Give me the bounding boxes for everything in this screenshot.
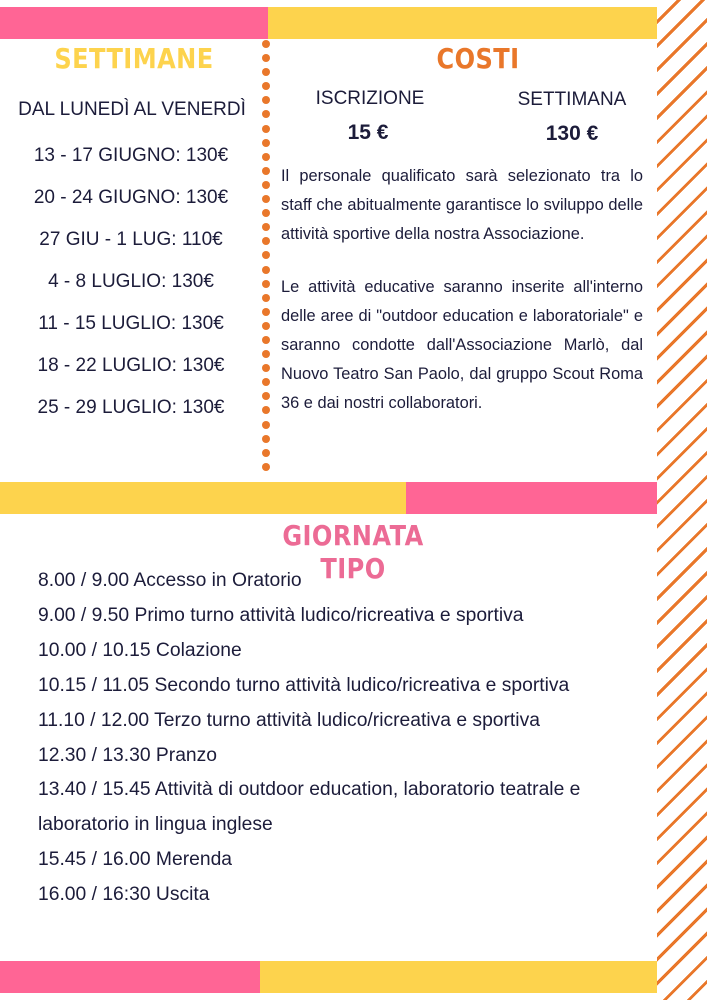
separator-dot	[262, 82, 270, 90]
weeks-subtitle: DAL LUNEDÌ AL VENERDÌ	[18, 99, 246, 120]
separator-dot	[262, 308, 270, 316]
separator-dot	[262, 294, 270, 302]
middle-band-yellow	[0, 482, 406, 514]
top-band-yellow	[268, 7, 707, 39]
separator-dot	[262, 139, 270, 147]
separator-dot	[262, 54, 270, 62]
week-price: 130 €	[545, 122, 599, 145]
separator-dot	[262, 167, 270, 175]
separator-dot	[262, 280, 270, 288]
week-label: SETTIMANA	[517, 89, 627, 110]
separator-dot	[262, 110, 270, 118]
schedule-item: 10.00 / 10.15 Colazione	[38, 639, 242, 661]
weeks-title: SETTIMANE	[54, 42, 214, 75]
week-item: 25 - 29 LUGLIO: 130€	[37, 397, 225, 418]
schedule-item: 15.45 / 16.00 Merenda	[38, 849, 233, 871]
separator-dot	[262, 251, 270, 259]
separator-dot	[262, 237, 270, 245]
separator-dot	[262, 40, 270, 48]
activities-paragraph: Le attività educative saranno inserite all'interno delle aree di "outdoor education e laboratoriale" e saranno condotte dall'Associazione Marlò, dal Nuovo Teatro San Paolo, dal gruppo Scout Roma 36 e dai nostri collaboratori.	[281, 278, 643, 412]
week-item: 18 - 22 LUGLIO: 130€	[37, 355, 225, 376]
separator-dot	[262, 209, 270, 217]
schedule-item: 11.10 / 12.00 Terzo turno attività ludico/ricreativa e sportiva	[38, 709, 540, 731]
separator-dot	[262, 322, 270, 330]
separator-dot	[262, 463, 270, 471]
schedule-item: 9.00 / 9.50 Primo turno attività ludico/ricreativa e sportiva	[38, 604, 524, 626]
registration-label: ISCRIZIONE	[315, 88, 425, 109]
schedule-item: 8.00 / 9.00 Accesso in Oratorio	[38, 570, 302, 591]
separator-dot	[262, 378, 270, 386]
separator-dot	[262, 336, 270, 344]
week-item: 13 - 17 GIUGNO: 130€	[33, 145, 229, 166]
separator-dot	[262, 195, 270, 203]
separator-dot	[262, 392, 270, 400]
separator-dot	[262, 181, 270, 189]
separator-dot	[262, 421, 270, 429]
separator-dot	[262, 449, 270, 457]
separator-dot	[262, 96, 270, 104]
bottom-band-yellow	[260, 961, 707, 993]
week-item: 20 - 24 GIUGNO: 130€	[33, 187, 229, 208]
schedule-item: 12.30 / 13.30 Pranzo	[38, 744, 218, 766]
schedule-item: 16.00 / 16:30 Uscita	[38, 884, 210, 906]
week-item: 11 - 15 LUGLIO: 130€	[38, 313, 224, 334]
separator-dot	[262, 435, 270, 443]
registration-price: 15 €	[347, 121, 389, 144]
staff-paragraph: Il personale qualificato sarà selezionato tra lo staff che abitualmente garantisce lo sviluppo delle attività sportive della nostra Associazione.	[281, 167, 643, 243]
bottom-band-pink	[0, 961, 260, 993]
week-item: 27 GIU - 1 LUG: 110€	[39, 229, 223, 250]
schedule-item: 10.15 / 11.05 Secondo turno attività ludico/ricreativa e sportiva	[38, 674, 570, 696]
top-band-pink	[0, 7, 268, 39]
schedule-item: laboratorio in lingua inglese	[38, 814, 273, 836]
diagonal-stripes-decoration	[657, 0, 707, 1000]
separator-dot	[262, 406, 270, 414]
separator-dot	[262, 68, 270, 76]
schedule-item: 13.40 / 15.45 Attività di outdoor education, laboratorio teatrale e	[38, 779, 581, 801]
costs-title: COSTI	[436, 42, 520, 75]
separator-dot	[262, 153, 270, 161]
separator-dot	[262, 125, 270, 133]
separator-dot	[262, 223, 270, 231]
separator-dot	[262, 364, 270, 372]
separator-dot	[262, 266, 270, 274]
schedule-title: GIORNATA TIPO	[282, 519, 424, 585]
separator-dot	[262, 350, 270, 358]
week-item: 4 - 8 LUGLIO: 130€	[48, 271, 214, 292]
dotted-separator	[262, 40, 272, 477]
